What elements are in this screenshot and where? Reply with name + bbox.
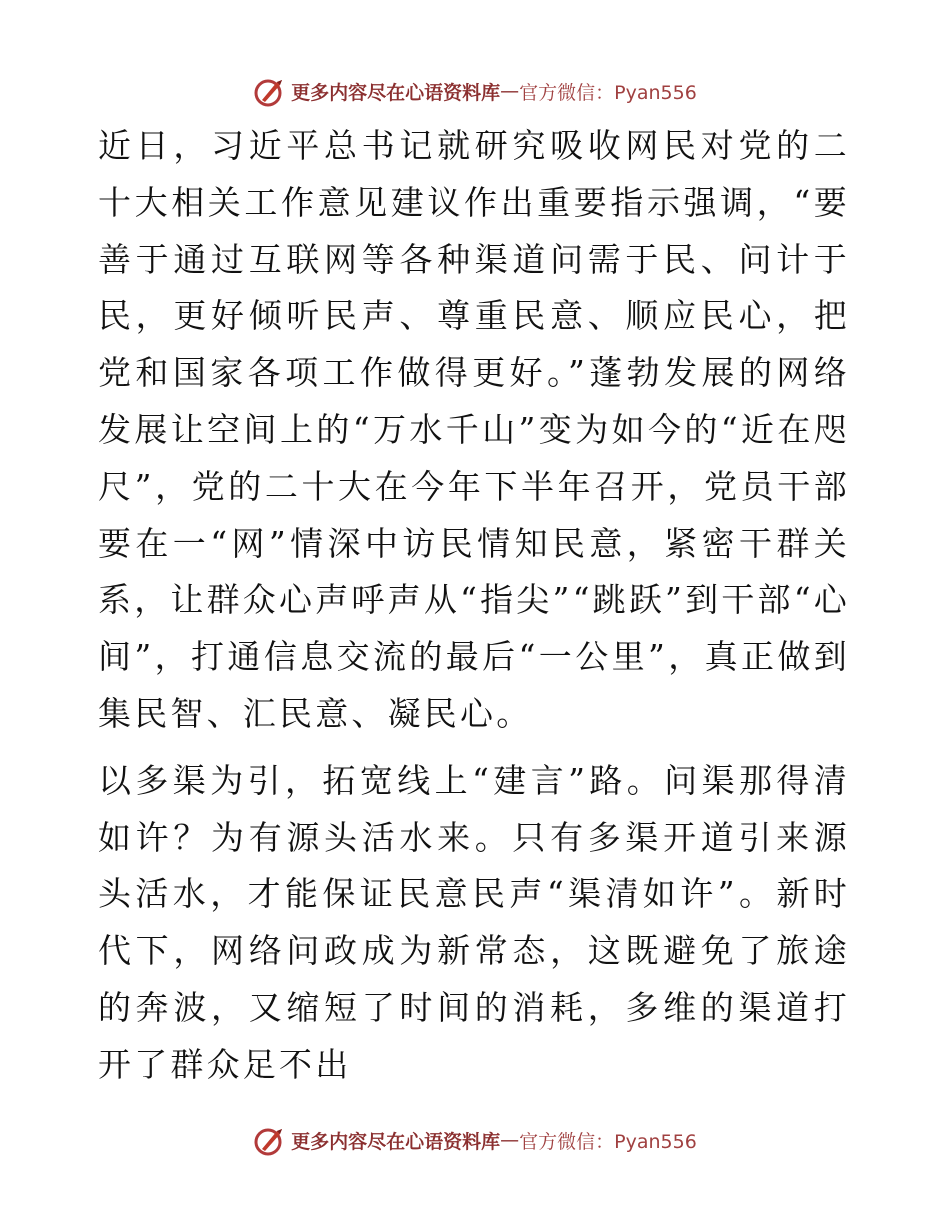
header-wechat-text: 官方微信：Pyan556 <box>519 81 697 104</box>
document-body <box>98 118 850 1094</box>
header-separator: — <box>500 80 520 102</box>
footer-promo-text: 更多内容尽在心语资料库 <box>291 1130 501 1153</box>
header-promo-text: 更多内容尽在心语资料库 <box>291 81 501 104</box>
quill-pen-logo-icon <box>253 74 287 108</box>
footer-wechat-text: 官方微信：Pyan556 <box>519 1130 697 1153</box>
paragraph-1: 近日，习近平总书记就研究吸收网民对党的二十大相关工作意见建议作出重要指示强调，“要善于通过互联网等各种渠道问需于民、问计于民，更好倾听民声、尊重民意、顺应民心，把党和国家各项工作做得更好。”蓬勃发展的网络发展让空间上的“万水千山”变为如今的“近在咫尺”，党的二十大在今年下半年召开，党员干部要在一“网”情深中访民情知民意，紧密干群关系，让群众心声呼声从“指尖”“跳跃”到干部“心间”，打通信息交流的最后“一公里”，真正做到集民智、汇民意、凝民心。 <box>98 126 850 733</box>
quill-pen-logo-icon <box>253 1123 287 1157</box>
footer-separator: — <box>500 1129 520 1151</box>
paragraph-2: 以多渠为引，拓宽线上“建言”路。问渠那得清如许？为有源头活水来。只有多渠开道引来源头活水，才能保证民意民声“渠清如许”。新时代下，网络问政成为新常态，这既避免了旅途的奔波，又缩短了时间的消耗，多维的渠道打开了群众足不出 <box>98 760 850 1084</box>
page-footer-watermark <box>0 1120 950 1160</box>
page-header-watermark <box>0 71 950 111</box>
